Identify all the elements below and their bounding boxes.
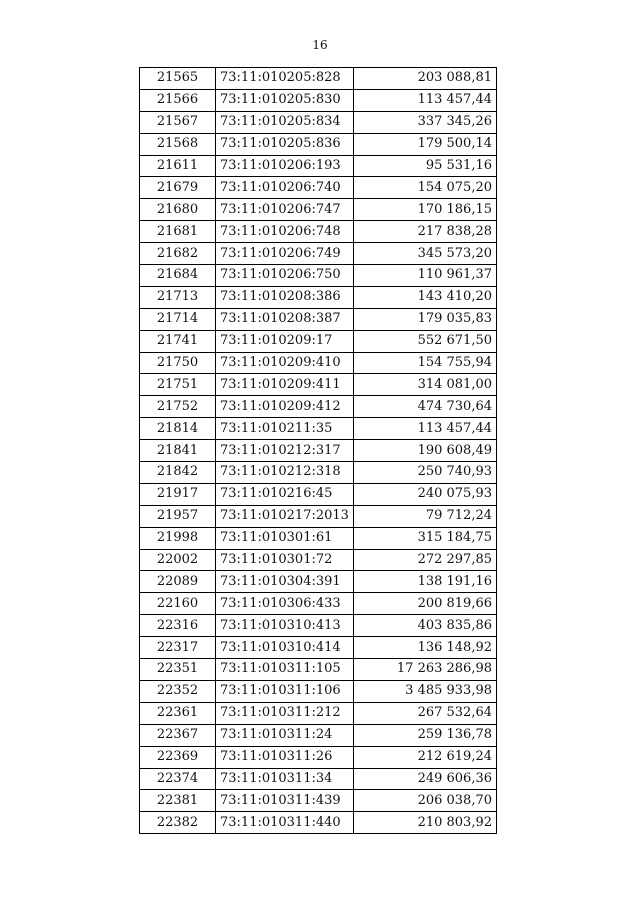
row-number-cell: 22002 [140, 549, 216, 571]
row-number-cell: 21714 [140, 308, 216, 330]
cadastral-number-cell: 73:11:010208:387 [216, 308, 354, 330]
value-cell: 552 671,50 [354, 330, 497, 352]
table-row [140, 790, 497, 812]
value-cell: 110 961,37 [354, 265, 497, 287]
value-cell: 113 457,44 [354, 89, 497, 111]
table-row [140, 637, 497, 659]
cadastral-number-cell: 73:11:010206:750 [216, 265, 354, 287]
value-cell: 272 297,85 [354, 549, 497, 571]
cadastral-number-cell: 73:11:010311:34 [216, 768, 354, 790]
row-number-cell: 21741 [140, 330, 216, 352]
cadastral-number-cell: 73:11:010206:748 [216, 221, 354, 243]
row-number-cell: 22369 [140, 746, 216, 768]
value-cell: 345 573,20 [354, 243, 497, 265]
table-row [140, 374, 497, 396]
cadastral-number-cell: 73:11:010212:317 [216, 440, 354, 462]
cadastral-number-cell: 73:11:010311:440 [216, 812, 354, 834]
table-row [140, 702, 497, 724]
value-cell: 267 532,64 [354, 702, 497, 724]
table-row [140, 571, 497, 593]
row-number-cell: 21567 [140, 111, 216, 133]
page-number: 16 [312, 38, 328, 52]
value-cell: 203 088,81 [354, 68, 497, 90]
value-cell: 154 075,20 [354, 177, 497, 199]
row-number-cell: 21750 [140, 352, 216, 374]
cadastral-number-cell: 73:11:010311:439 [216, 790, 354, 812]
table-row [140, 418, 497, 440]
table-row [140, 133, 497, 155]
value-cell: 240 075,93 [354, 483, 497, 505]
cadastral-number-cell: 73:11:010311:26 [216, 746, 354, 768]
row-number-cell: 21752 [140, 396, 216, 418]
table-row [140, 724, 497, 746]
value-cell: 3 485 933,98 [354, 680, 497, 702]
value-cell: 206 038,70 [354, 790, 497, 812]
row-number-cell: 22316 [140, 615, 216, 637]
cadastral-number-cell: 73:11:010301:72 [216, 549, 354, 571]
value-cell: 179 035,83 [354, 308, 497, 330]
cadastral-number-cell: 73:11:010205:828 [216, 68, 354, 90]
cadastral-number-cell: 73:11:010301:61 [216, 527, 354, 549]
cadastral-number-cell: 73:11:010206:740 [216, 177, 354, 199]
table-row [140, 615, 497, 637]
table-row [140, 243, 497, 265]
cadastral-number-cell: 73:11:010311:106 [216, 680, 354, 702]
value-cell: 154 755,94 [354, 352, 497, 374]
table-row [140, 505, 497, 527]
cadastral-number-cell: 73:11:010206:193 [216, 155, 354, 177]
row-number-cell: 21957 [140, 505, 216, 527]
value-cell: 250 740,93 [354, 462, 497, 484]
row-number-cell: 22160 [140, 593, 216, 615]
row-number-cell: 21682 [140, 243, 216, 265]
row-number-cell: 21679 [140, 177, 216, 199]
table-row [140, 68, 497, 90]
row-number-cell: 21568 [140, 133, 216, 155]
cadastral-number-cell: 73:11:010209:411 [216, 374, 354, 396]
table-row [140, 462, 497, 484]
cadastral-number-cell: 73:11:010310:414 [216, 637, 354, 659]
row-number-cell: 21842 [140, 462, 216, 484]
cadastral-number-cell: 73:11:010209:17 [216, 330, 354, 352]
table-row [140, 352, 497, 374]
cadastral-number-cell: 73:11:010212:318 [216, 462, 354, 484]
row-number-cell: 21681 [140, 221, 216, 243]
row-number-cell: 21684 [140, 265, 216, 287]
table-row [140, 89, 497, 111]
cadastral-number-cell: 73:11:010206:747 [216, 199, 354, 221]
value-cell: 190 608,49 [354, 440, 497, 462]
cadastral-number-cell: 73:11:010311:105 [216, 659, 354, 681]
value-cell: 95 531,16 [354, 155, 497, 177]
table-row [140, 440, 497, 462]
value-cell: 217 838,28 [354, 221, 497, 243]
cadastral-number-cell: 73:11:010205:836 [216, 133, 354, 155]
table-row [140, 659, 497, 681]
value-cell: 200 819,66 [354, 593, 497, 615]
value-cell: 138 191,16 [354, 571, 497, 593]
row-number-cell: 22317 [140, 637, 216, 659]
row-number-cell: 22381 [140, 790, 216, 812]
cadastral-number-cell: 73:11:010205:830 [216, 89, 354, 111]
table-row [140, 527, 497, 549]
row-number-cell: 21680 [140, 199, 216, 221]
row-number-cell: 21998 [140, 527, 216, 549]
cadastral-number-cell: 73:11:010208:386 [216, 286, 354, 308]
row-number-cell: 21713 [140, 286, 216, 308]
cadastral-number-cell: 73:11:010310:413 [216, 615, 354, 637]
cadastral-number-cell: 73:11:010311:212 [216, 702, 354, 724]
cadastral-number-cell: 73:11:010311:24 [216, 724, 354, 746]
cadastral-number-cell: 73:11:010209:410 [216, 352, 354, 374]
table-row [140, 593, 497, 615]
table-row [140, 330, 497, 352]
value-cell: 474 730,64 [354, 396, 497, 418]
cadastral-number-cell: 73:11:010205:834 [216, 111, 354, 133]
table-row [140, 111, 497, 133]
table-row [140, 396, 497, 418]
row-number-cell: 21566 [140, 89, 216, 111]
row-number-cell: 22351 [140, 659, 216, 681]
value-cell: 315 184,75 [354, 527, 497, 549]
cadastral-number-cell: 73:11:010217:2013 [216, 505, 354, 527]
cadastral-number-cell: 73:11:010206:749 [216, 243, 354, 265]
value-cell: 136 148,92 [354, 637, 497, 659]
row-number-cell: 21751 [140, 374, 216, 396]
cadastral-number-cell: 73:11:010211:35 [216, 418, 354, 440]
table-row [140, 746, 497, 768]
row-number-cell: 21565 [140, 68, 216, 90]
row-number-cell: 22382 [140, 812, 216, 834]
value-cell: 179 500,14 [354, 133, 497, 155]
value-cell: 259 136,78 [354, 724, 497, 746]
value-cell: 143 410,20 [354, 286, 497, 308]
table-row [140, 308, 497, 330]
value-cell: 79 712,24 [354, 505, 497, 527]
value-cell: 403 835,86 [354, 615, 497, 637]
row-number-cell: 22374 [140, 768, 216, 790]
row-number-cell: 22089 [140, 571, 216, 593]
row-number-cell: 21841 [140, 440, 216, 462]
row-number-cell: 22361 [140, 702, 216, 724]
cadastral-number-cell: 73:11:010304:391 [216, 571, 354, 593]
table-row [140, 812, 497, 834]
table-row [140, 199, 497, 221]
row-number-cell: 22352 [140, 680, 216, 702]
table-row [140, 768, 497, 790]
value-cell: 17 263 286,98 [354, 659, 497, 681]
cadastral-number-cell: 73:11:010216:45 [216, 483, 354, 505]
cadastral-value-table [139, 67, 497, 834]
row-number-cell: 21917 [140, 483, 216, 505]
table-body [140, 68, 497, 834]
value-cell: 170 186,15 [354, 199, 497, 221]
table-row [140, 177, 497, 199]
table-row [140, 483, 497, 505]
cadastral-number-cell: 73:11:010209:412 [216, 396, 354, 418]
value-cell: 210 803,92 [354, 812, 497, 834]
row-number-cell: 21814 [140, 418, 216, 440]
table-row [140, 680, 497, 702]
row-number-cell: 21611 [140, 155, 216, 177]
table-row [140, 265, 497, 287]
table-row [140, 549, 497, 571]
table-row [140, 286, 497, 308]
table-row [140, 155, 497, 177]
table-row [140, 221, 497, 243]
value-cell: 314 081,00 [354, 374, 497, 396]
value-cell: 249 606,36 [354, 768, 497, 790]
value-cell: 212 619,24 [354, 746, 497, 768]
row-number-cell: 22367 [140, 724, 216, 746]
cadastral-number-cell: 73:11:010306:433 [216, 593, 354, 615]
value-cell: 113 457,44 [354, 418, 497, 440]
value-cell: 337 345,26 [354, 111, 497, 133]
